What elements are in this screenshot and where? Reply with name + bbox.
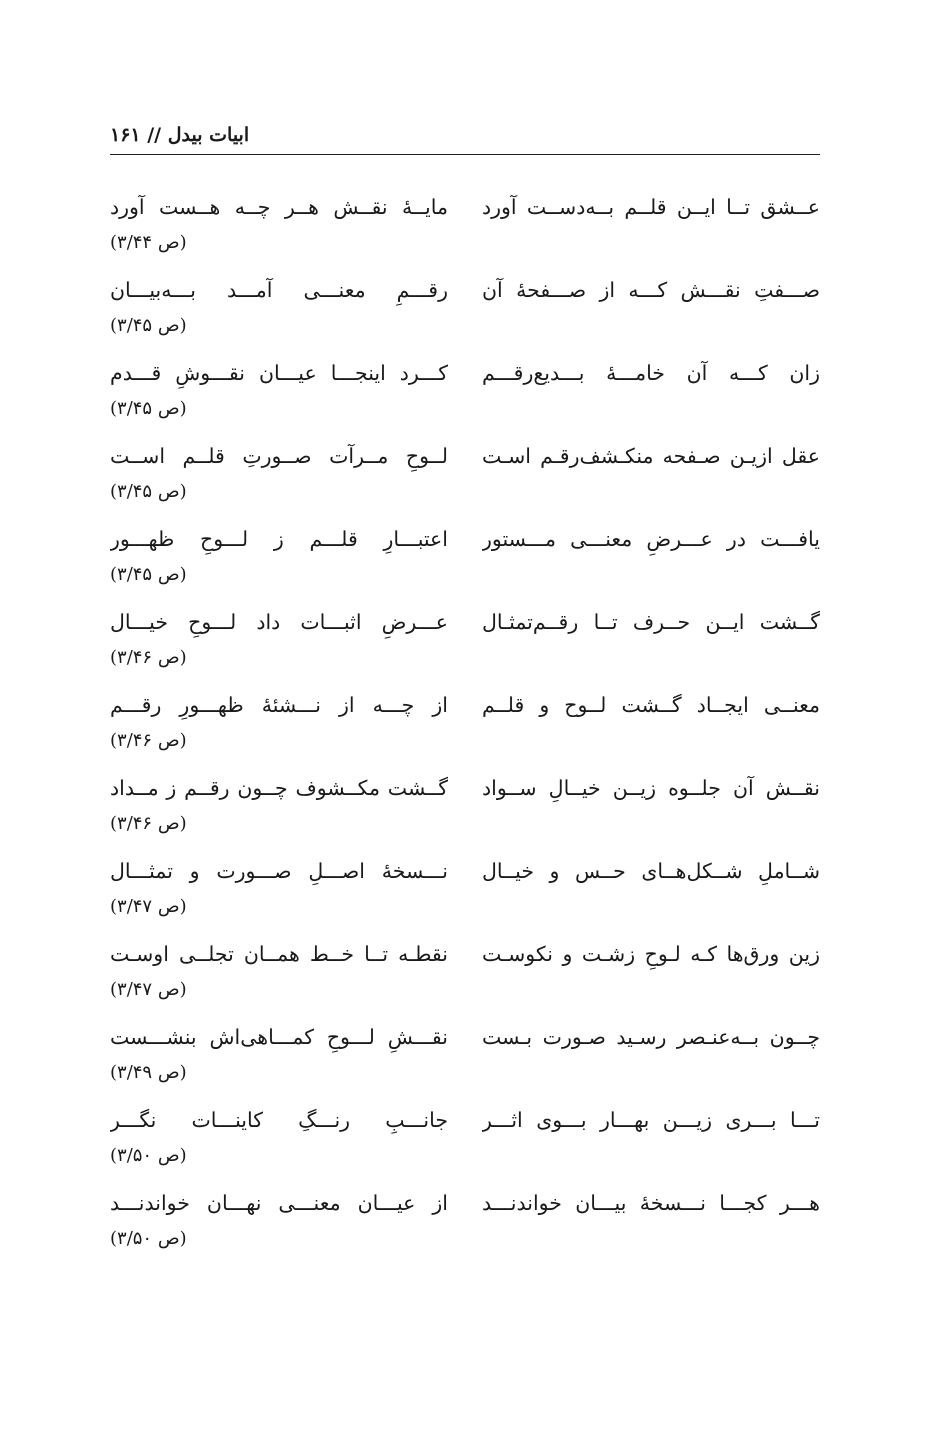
page-title: ابیات بیدل // ۱۶۱ bbox=[110, 124, 250, 146]
hemistich-right: صـــفتِ نقـــش کـــه از صـــفحهٔ آن bbox=[482, 278, 820, 302]
hemistich-right: نقــش آن جلــوه زیــن خیــالِ ســواد bbox=[482, 776, 820, 800]
verse-couplet bbox=[110, 188, 820, 271]
hemistich-right: عقل ازیـن صـفحه منکـشف‌رقـم اسـت bbox=[482, 444, 820, 468]
hemistich-right: معنــی ایجــاد گــشت لــوح و قلــم bbox=[482, 693, 820, 717]
verse-reference: (ص ۳/۴۷) bbox=[110, 896, 187, 917]
hemistich-left: جانـــبِ رنـــگِ کاینـــات نگـــر bbox=[110, 1108, 448, 1132]
hemistich-left: از چـــه از نـــشئهٔ ظهـــورِ رقـــم bbox=[110, 693, 448, 717]
verse-reference: (ص ۳/۴۶) bbox=[110, 730, 187, 751]
verse-reference: (ص ۳/۴۹) bbox=[110, 1062, 187, 1083]
hemistich-right: عــشق تــا ایــن قلــم بــه‌دســت آورد bbox=[482, 195, 820, 219]
verse-reference: (ص ۳/۵۰) bbox=[110, 1145, 187, 1166]
verse-couplet bbox=[110, 769, 820, 852]
hemistich-right: شــاملِ شــکل‌هــای حــس و خیــال bbox=[482, 859, 820, 883]
hemistich-left: نقـــشِ لـــوحِ کمـــاهی‌اش بنشـــست bbox=[110, 1025, 448, 1049]
verse-couplet bbox=[110, 1018, 820, 1101]
hemistich-right: هـــر کجـــا نـــسخهٔ بیـــان خواندنـــد bbox=[482, 1191, 820, 1215]
hemistich-right: یافـــت در عـــرضِ معنـــی مـــستور bbox=[482, 527, 820, 551]
verse-couplet bbox=[110, 1101, 820, 1184]
verse-couplet bbox=[110, 271, 820, 354]
verse-couplet bbox=[110, 1184, 820, 1267]
verse-reference: (ص ۳/۴۵) bbox=[110, 398, 187, 419]
verse-couplet bbox=[110, 686, 820, 769]
hemistich-right: چــون بــه‌عنـصر رسـید صـورت بـست bbox=[482, 1025, 820, 1049]
hemistich-right: زین ورق‌ها کـه لـوحِ زشـت و نکوسـت bbox=[482, 942, 820, 966]
hemistich-left: اعتبـــارِ قلـــم ز لـــوحِ ظهـــور bbox=[110, 527, 448, 551]
hemistich-left: عـــرضِ اثبـــات داد لـــوحِ خیـــال bbox=[110, 610, 448, 634]
verse-couplet bbox=[110, 437, 820, 520]
verse-couplet bbox=[110, 852, 820, 935]
verse-reference: (ص ۳/۴۶) bbox=[110, 647, 187, 668]
hemistich-left: نـــسخهٔ اصـــلِ صـــورت و تمثـــال bbox=[110, 859, 448, 883]
verse-reference: (ص ۳/۴۴) bbox=[110, 232, 187, 253]
hemistich-left: مایــهٔ نقــش هــر چــه هــست آورد bbox=[110, 195, 448, 219]
hemistich-left: رقـــمِ معنـــی آمـــد بـــه‌بیـــان bbox=[110, 278, 448, 302]
hemistich-left: از عیـــان معنـــی نهـــان خواندنـــد bbox=[110, 1191, 448, 1215]
verse-couplet bbox=[110, 603, 820, 686]
verse-couplet bbox=[110, 935, 820, 1018]
hemistich-left: کـــرد اینجـــا عیـــان نقـــوشِ قـــدم bbox=[110, 361, 448, 385]
hemistich-right: گــشت ایــن حــرف تــا رقــم‌تمثـال bbox=[482, 610, 820, 634]
verse-couplet bbox=[110, 354, 820, 437]
verse-reference: (ص ۳/۴۵) bbox=[110, 564, 187, 585]
hemistich-left: لــوحِ مــرآت صــورتِ قلــم اســت bbox=[110, 444, 448, 468]
verse-list bbox=[110, 188, 820, 1267]
verse-reference: (ص ۳/۴۶) bbox=[110, 813, 187, 834]
hemistich-left: گــشت مکــشوف چــون رقــم ز مــداد bbox=[110, 776, 448, 800]
hemistich-left: نقطـه تــا خــط همــان تجلــی اوسـت bbox=[110, 942, 448, 966]
verse-reference: (ص ۳/۵۰) bbox=[110, 1228, 187, 1249]
hemistich-right: تـــا بـــری زیـــن بهـــار بـــوی اثـــر bbox=[482, 1108, 820, 1132]
verse-reference: (ص ۳/۴۵) bbox=[110, 481, 187, 502]
hemistich-right: زان کـــه آن خامـــهٔ بـــدیع‌رقـــم bbox=[482, 361, 820, 385]
verse-reference: (ص ۳/۴۷) bbox=[110, 979, 187, 1000]
verse-reference: (ص ۳/۴۵) bbox=[110, 315, 187, 336]
running-header bbox=[110, 118, 820, 155]
verse-couplet bbox=[110, 520, 820, 603]
